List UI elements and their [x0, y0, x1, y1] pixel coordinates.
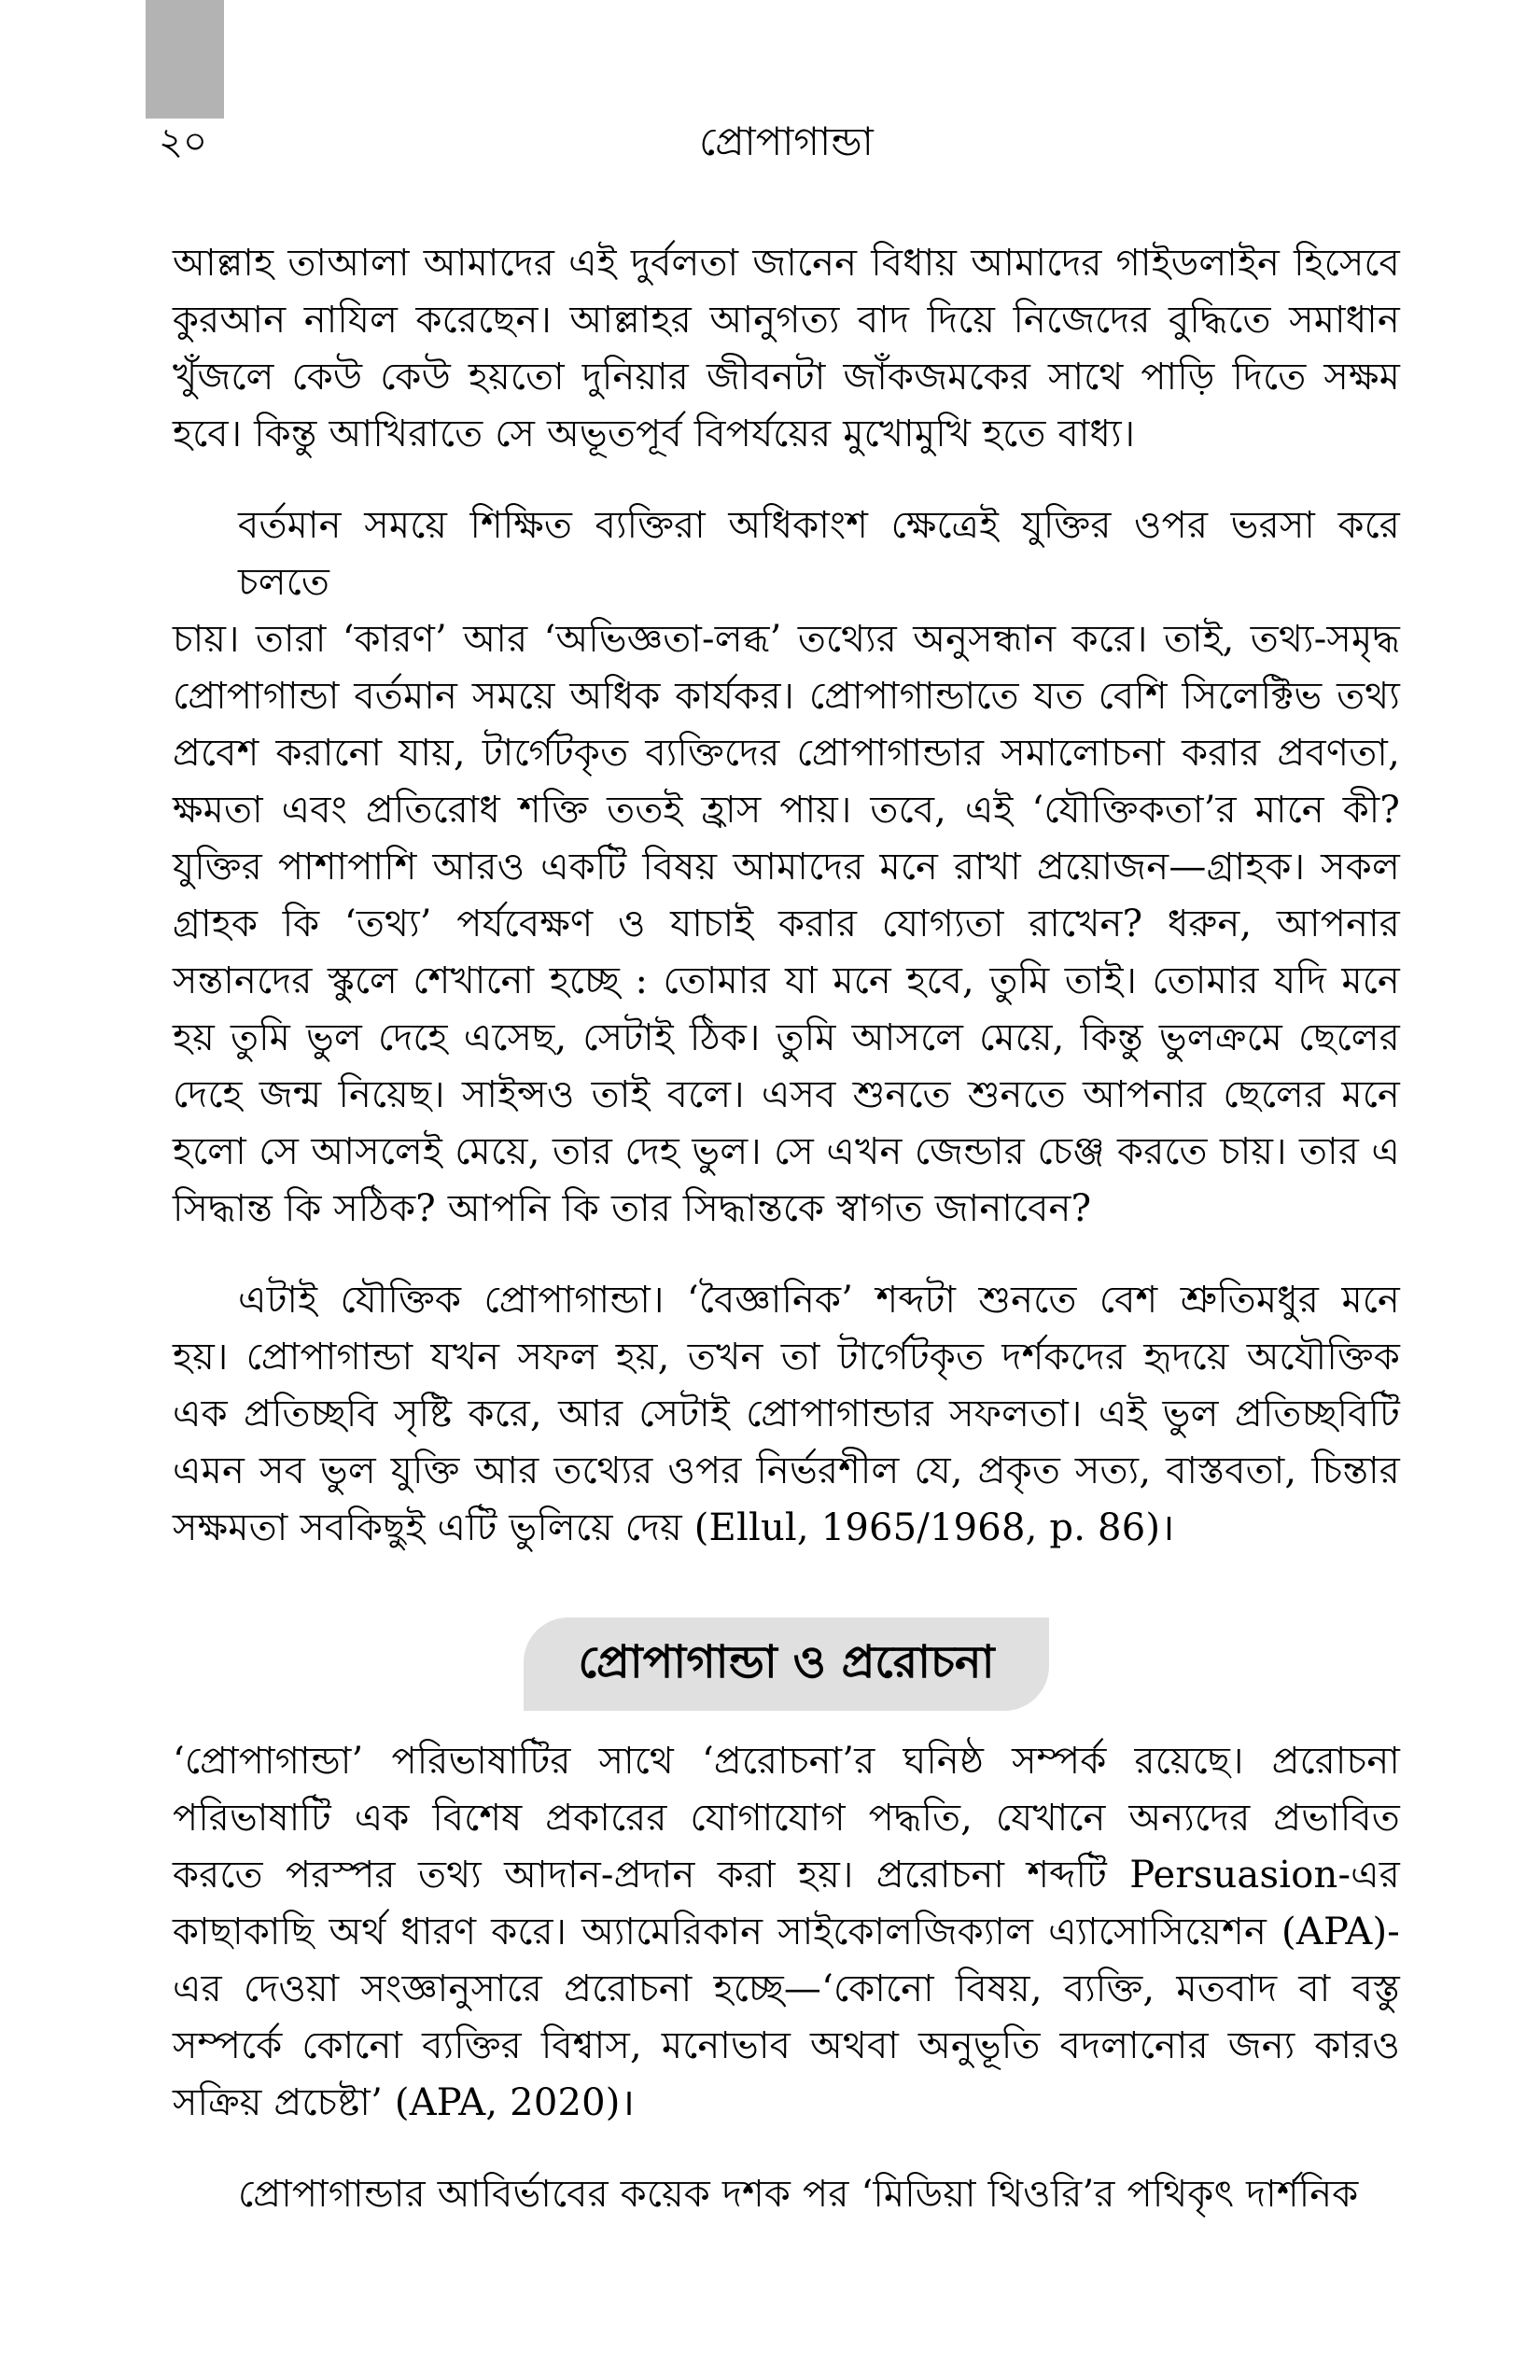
- text-line: প্রবেশ করানো যায়, টার্গেটকৃত ব্যক্তিদের প্রোপাগান্ডার সমালোচনা করার প্রবণতা,: [173, 732, 1400, 775]
- text-line: সম্পর্কে কোনো ব্যক্তির বিশ্বাস, মনোভাব অথবা অনুভূতি বদলানোর জন্য কারও: [173, 2024, 1400, 2067]
- text-line: প্রোপাগান্ডার আবির্ভাবের কয়েক দশক পর ‘মিডিয়া থিওরি’র পথিকৃৎ দার্শনিক: [238, 2173, 1359, 2216]
- text-line: হয় তুমি ভুল দেহে এসেছ, সেটাই ঠিক। তুমি আসলে মেয়ে, কিন্তু ভুলক্রমে ছেলের: [173, 1016, 1400, 1059]
- text-line: চায়। তারা ‘কারণ’ আর ‘অভিজ্ঞতা-লব্ধ’ তথ্যের অনুসন্ধান করে। তাই, তথ্য-সমৃদ্ধ: [173, 618, 1400, 661]
- page-body-text: [173, 235, 1400, 2258]
- text-line: এমন সব ভুল যুক্তি আর তথ্যের ওপর নির্ভরশীল যে, প্রকৃত সত্য, বাস্তবতা, চিন্তার: [173, 1449, 1400, 1492]
- text-line: কাছাকাছি অর্থ ধারণ করে। অ্যামেরিকান সাইকোলজিক্যাল এ্যাসোসিয়েশন (APA)-: [173, 1911, 1400, 1953]
- paragraph: [173, 2166, 1400, 2223]
- text-line: করতে পরস্পর তথ্য আদান-প্রদান করা হয়। প্ররোচনা শব্দটি Persuasion-এর: [173, 1854, 1400, 1897]
- paragraph: [173, 235, 1400, 463]
- paragraph: [173, 1272, 1400, 1557]
- text-line: সক্ষমতা সবকিছুই এটি ভুলিয়ে দেয় (Ellul, 1965/1968, p. 86)।: [173, 1506, 1175, 1549]
- text-line: হবে। কিন্তু আখিরাতে সে অভূতপূর্ব বিপর্যয়ের মুখোমুখি হতে বাধ্য।: [173, 413, 1136, 455]
- text-line: সিদ্ধান্ত কি সঠিক? আপনি কি তার সিদ্ধান্তকে স্বাগত জানাবেন?: [173, 1187, 1092, 1230]
- text-line: পরিভাষাটি এক বিশেষ প্রকারের যোগাযোগ পদ্ধতি, যেখানে অন্যদের প্রভাবিত: [173, 1797, 1400, 1840]
- paragraph: [173, 497, 1400, 1238]
- text-line: বর্তমান সময়ে শিক্ষিত ব্যক্তিরা অধিকাংশ ক্ষেত্রেই যুক্তির ওপর ভরসা করে চলতে: [238, 504, 1400, 604]
- text-line: হলো সে আসলেই মেয়ে, তার দেহ ভুল। সে এখন জেন্ডার চেঞ্জ করতে চায়। তার এ: [173, 1130, 1400, 1173]
- text-line: কুরআন নাযিল করেছেন। আল্লাহর আনুগত্য বাদ দিয়ে নিজেদের বুদ্ধিতে সমাধান: [173, 299, 1400, 342]
- text-line: এর দেওয়া সংজ্ঞানুসারে প্ররোচনা হচ্ছে—‘কোনো বিষয়, ব্যক্তি, মতবাদ বা বস্তু: [173, 1967, 1400, 2010]
- text-line: ক্ষমতা এবং প্রতিরোধ শক্তি ততই হ্রাস পায়। তবে, এই ‘যৌক্তিকতা’র মানে কী?: [173, 789, 1400, 832]
- text-line: ‘প্রোপাগান্ডা’ পরিভাষাটির সাথে ‘প্ররোচনা’র ঘনিষ্ঠ সম্পর্ক রয়েছে। প্ররোচনা: [173, 1740, 1400, 1783]
- text-line: সক্রিয় প্রচেষ্টা’ (APA, 2020)।: [173, 2081, 635, 2124]
- text-line: এটাই যৌক্তিক প্রোপাগান্ডা। ‘বৈজ্ঞানিক’ শব্দটা শুনতে বেশ শ্রুতিমধুর মনে: [238, 1279, 1400, 1322]
- text-line: গ্রাহক কি ‘তথ্য’ পর্যবেক্ষণ ও যাচাই করার যোগ্যতা রাখেন? ধরুন, আপনার: [173, 903, 1400, 945]
- text-line: আল্লাহ তাআলা আমাদের এই দুর্বলতা জানেন বিধায় আমাদের গাইডলাইন হিসেবে: [173, 242, 1400, 285]
- section-heading: প্রোপাগান্ডা ও প্ররোচনা: [524, 1617, 1048, 1711]
- text-line: হয়। প্রোপাগান্ডা যখন সফল হয়, তখন তা টার্গেটকৃত দর্শকদের হৃদয়ে অযৌক্তিক: [173, 1336, 1400, 1379]
- page-number: ২০: [159, 120, 208, 163]
- text-line: সন্তানদের স্কুলে শেখানো হচ্ছে : তোমার যা মনে হবে, তুমি তাই। তোমার যদি মনে: [173, 959, 1400, 1002]
- text-line: খুঁজলে কেউ কেউ হয়তো দুনিয়ার জীবনটা জাঁকজমকের সাথে পাড়ি দিতে সক্ষম: [173, 356, 1400, 399]
- printer-crop-mark: [146, 0, 224, 119]
- text-line: যুক্তির পাশাপাশি আরও একটি বিষয় আমাদের মনে রাখা প্রয়োজন—গ্রাহক। সকল: [173, 846, 1400, 889]
- page-header: [159, 114, 1400, 170]
- text-line: এক প্রতিচ্ছবি সৃষ্টি করে, আর সেটাই প্রোপাগান্ডার সফলতা। এই ভুল প্রতিচ্ছবিটি: [173, 1393, 1400, 1435]
- text-line: দেহে জন্ম নিয়েছ। সাইন্সও তাই বলে। এসব শুনতে শুনতে আপনার ছেলের মনে: [173, 1073, 1400, 1116]
- running-title: প্রোপাগান্ডা: [699, 119, 874, 164]
- text-line: প্রোপাগান্ডা বর্তমান সময়ে অধিক কার্যকর। প্রোপাগান্ডাতে যত বেশি সিলেক্টিভ তথ্য: [173, 675, 1400, 718]
- section-heading-wrap: [173, 1617, 1400, 1711]
- paragraph: [173, 1733, 1400, 2132]
